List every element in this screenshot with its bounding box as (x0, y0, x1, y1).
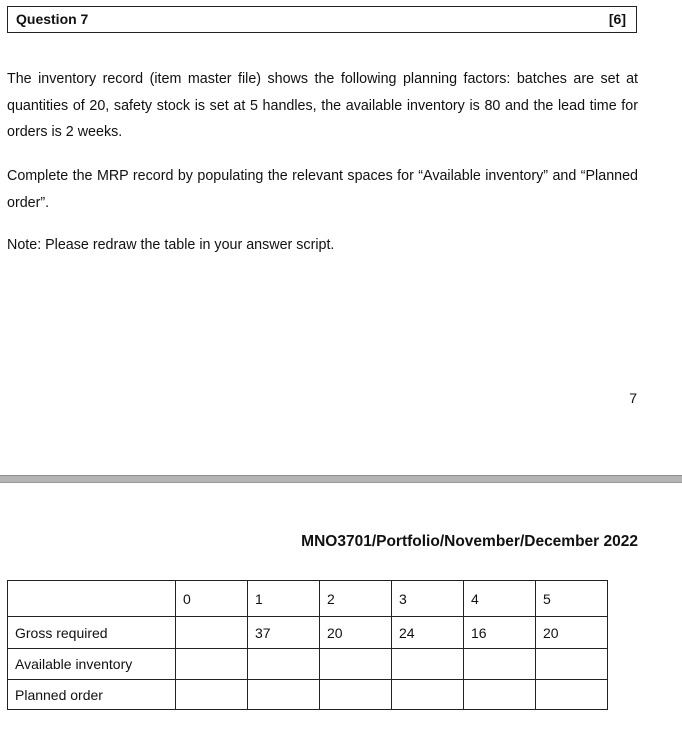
table-header-row (8, 581, 608, 617)
instructions-paragraph: The inventory record (item master file) shows the following planning factors: batches are set at quantities of 20, safety stock is set at 5 handles, the available inventory is 80 and the lead time for orders is 2 weeks. (7, 71, 638, 140)
table-cell (176, 617, 248, 649)
mrp-table (7, 580, 608, 710)
table-cell (320, 680, 392, 710)
note-paragraph: Note: Please redraw the table in your answer script. (7, 237, 335, 253)
table-cell (464, 649, 536, 680)
header-cell: 2 (320, 581, 392, 617)
header-cell: 3 (392, 581, 464, 617)
question-header-box (7, 6, 637, 33)
table-row (8, 680, 608, 710)
row-label: Gross required (8, 617, 176, 649)
table-cell (320, 649, 392, 680)
table-cell (248, 649, 320, 680)
table-cell (536, 680, 608, 710)
page-divider (0, 475, 682, 483)
table-cell (248, 680, 320, 710)
header-cell: 1 (248, 581, 320, 617)
question-marks: [6] (608, 11, 626, 27)
table-cell (392, 680, 464, 710)
task-paragraph: Complete the MRP record by populating the relevant spaces for “Available inventory” and “Planned order”. (7, 168, 638, 211)
table-row (8, 617, 608, 649)
table-cell: 16 (464, 617, 536, 649)
table-cell: 37 (248, 617, 320, 649)
table-cell (464, 680, 536, 710)
row-label: Available inventory (8, 649, 176, 680)
table-cell (392, 649, 464, 680)
header-cell: 5 (536, 581, 608, 617)
table-cell: 20 (320, 617, 392, 649)
header-cell (8, 581, 176, 617)
running-header: MNO3701/Portfolio/November/December 2022 (301, 533, 638, 550)
row-label: Planned order (8, 680, 176, 710)
table-cell (176, 649, 248, 680)
question-title: Question 7 (16, 11, 89, 27)
table-cell: 24 (392, 617, 464, 649)
page-number: 7 (629, 390, 637, 406)
table-cell: 20 (536, 617, 608, 649)
table-row (8, 649, 608, 680)
table-cell (536, 649, 608, 680)
table-cell (176, 680, 248, 710)
header-cell: 4 (464, 581, 536, 617)
header-cell: 0 (176, 581, 248, 617)
